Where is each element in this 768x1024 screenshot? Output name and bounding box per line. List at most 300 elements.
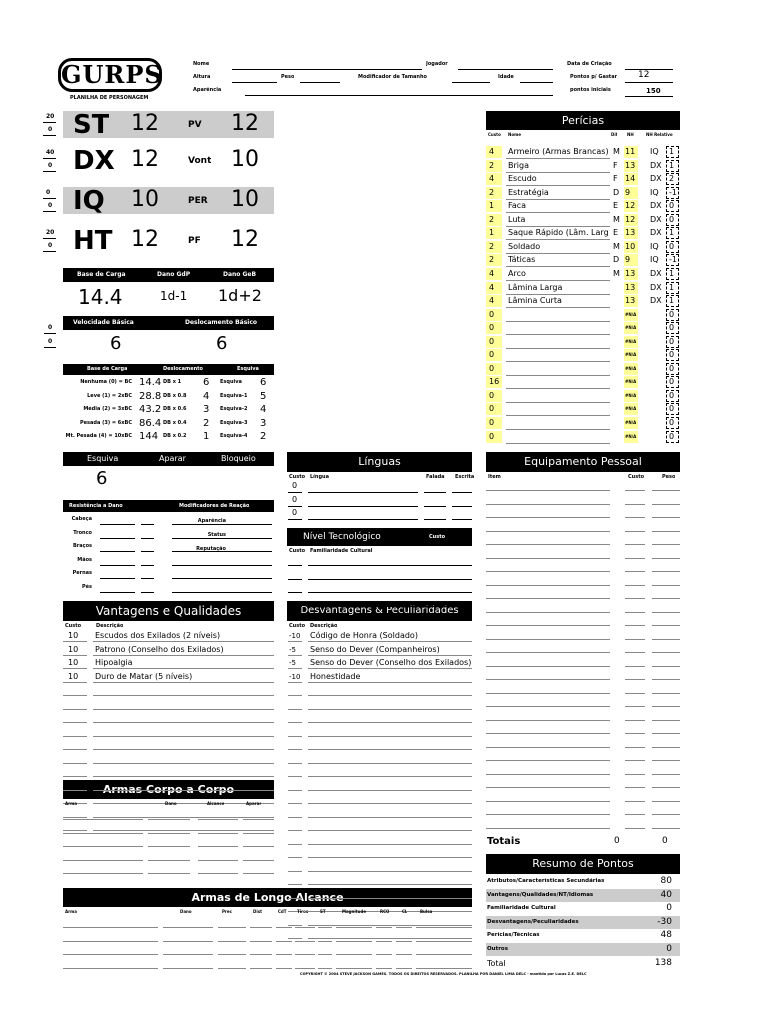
enc-esq: 6	[260, 377, 267, 388]
longo-field[interactable]	[318, 941, 332, 942]
per-nome[interactable]: Luta	[508, 214, 526, 224]
per-nome[interactable]: Soldado	[508, 241, 541, 251]
enc-esq-label: Esquiva-3	[220, 419, 248, 426]
equip-line[interactable]	[486, 679, 610, 680]
equip-line[interactable]	[486, 504, 610, 505]
longo-field[interactable]	[218, 954, 246, 955]
per-custo[interactable]: 2	[489, 160, 495, 170]
rd-field2[interactable]	[141, 578, 154, 579]
equip-line[interactable]	[486, 787, 610, 788]
longo-field[interactable]	[250, 968, 272, 969]
attr-cost[interactable]: 20	[46, 113, 55, 120]
equip-line[interactable]	[486, 612, 610, 613]
corpo-field[interactable]	[243, 846, 274, 847]
equip-peso-line[interactable]	[652, 760, 680, 761]
equip-line[interactable]	[486, 774, 610, 775]
corpo-field[interactable]	[63, 860, 143, 861]
longo-field[interactable]	[63, 941, 158, 942]
longo-field[interactable]	[250, 954, 272, 955]
equip-line[interactable]	[486, 490, 610, 491]
desv-line[interactable]	[308, 695, 472, 696]
equip-custo-line[interactable]	[625, 585, 645, 586]
per-dif: M	[613, 147, 620, 156]
equip-line[interactable]	[486, 760, 610, 761]
lingua-field[interactable]	[308, 506, 418, 507]
longo-field[interactable]	[376, 941, 392, 942]
per-custo[interactable]: 1	[489, 228, 495, 238]
equip-custo-line[interactable]	[625, 774, 645, 775]
vant-line[interactable]	[93, 655, 274, 656]
equip-line[interactable]	[486, 625, 610, 626]
longo-field[interactable]	[250, 927, 272, 928]
longo-field[interactable]	[416, 968, 472, 969]
desv-desc[interactable]: Senso do Dever (Conselho dos Exilados)	[310, 658, 472, 667]
equip-line[interactable]	[486, 598, 610, 599]
desv-line[interactable]	[308, 803, 472, 804]
lingua-falada[interactable]	[424, 519, 446, 520]
longo-field[interactable]	[250, 941, 272, 942]
longo-field[interactable]	[318, 927, 332, 928]
reac-line[interactable]	[172, 524, 272, 525]
corpo-field[interactable]	[243, 873, 274, 874]
equip-line[interactable]	[486, 693, 610, 694]
per-custo[interactable]: 16	[489, 377, 500, 387]
equip-custo-line[interactable]	[625, 639, 645, 640]
longo-field[interactable]	[276, 927, 292, 928]
equip-peso-line[interactable]	[652, 666, 680, 667]
per-custo[interactable]: 0	[489, 309, 495, 319]
vant-line[interactable]	[93, 641, 274, 642]
vant-line[interactable]	[93, 668, 274, 669]
desv-line[interactable]	[308, 857, 472, 858]
attr-value[interactable]: 12	[131, 227, 159, 252]
equip-custo-line[interactable]	[625, 490, 645, 491]
corpo-field[interactable]	[198, 833, 238, 834]
equip-custo-line[interactable]	[625, 625, 645, 626]
enc-esq: 5	[260, 390, 267, 402]
attr-cost[interactable]: 40	[46, 149, 55, 156]
desv-desc[interactable]: Código de Honra (Soldado)	[310, 631, 418, 640]
desv-line[interactable]	[308, 871, 472, 872]
per-custo[interactable]: 4	[489, 282, 495, 292]
corpo-field[interactable]	[198, 846, 238, 847]
equip-line[interactable]	[486, 639, 610, 640]
per-custo[interactable]: 0	[489, 323, 495, 333]
per-rel: 0	[669, 404, 675, 414]
equip-custo-line[interactable]	[625, 801, 645, 802]
equip-peso-line[interactable]	[652, 801, 680, 802]
rd-field[interactable]	[100, 592, 135, 593]
equip-peso-line[interactable]	[652, 612, 680, 613]
longo-field[interactable]	[396, 954, 412, 955]
lingua-falada[interactable]	[424, 492, 446, 493]
equip-line[interactable]	[486, 531, 610, 532]
attr-cost[interactable]: 20	[46, 229, 55, 236]
per-custo[interactable]: 2	[489, 255, 495, 265]
tl-field[interactable]	[308, 592, 472, 593]
vant-line[interactable]	[93, 776, 274, 777]
attr-cost[interactable]: 0	[46, 189, 51, 196]
pontos-gastar-value[interactable]: 12	[638, 70, 650, 80]
longo-field[interactable]	[218, 968, 246, 969]
equip-line[interactable]	[486, 733, 610, 734]
equip-custo-line[interactable]	[625, 504, 645, 505]
per-custo[interactable]: 0	[489, 390, 495, 400]
equip-peso-line[interactable]	[652, 652, 680, 653]
equip-line[interactable]	[486, 706, 610, 707]
desv-line[interactable]	[308, 844, 472, 845]
longo-field[interactable]	[336, 954, 372, 955]
desv-line[interactable]	[308, 641, 472, 642]
equip-peso-line[interactable]	[652, 814, 680, 815]
per-custo[interactable]: 4	[489, 174, 495, 184]
vant-line[interactable]	[93, 817, 274, 818]
lingua-escrita[interactable]	[452, 492, 472, 493]
per-custo[interactable]: 4	[489, 147, 495, 156]
per-custo[interactable]: 0	[489, 431, 495, 441]
corpo-field[interactable]	[243, 860, 274, 861]
sec-value[interactable]: 10	[231, 147, 259, 172]
equip-peso-line[interactable]	[652, 693, 680, 694]
rd-field[interactable]	[100, 578, 135, 579]
longo-field[interactable]	[376, 954, 392, 955]
rd-field2[interactable]	[141, 592, 154, 593]
longo-field[interactable]	[63, 954, 158, 955]
rd-field2[interactable]	[141, 538, 154, 539]
desv-line[interactable]	[308, 830, 472, 831]
pontos-iniciais-value[interactable]: 150	[646, 87, 661, 95]
equip-custo-line[interactable]	[625, 720, 645, 721]
equip-line[interactable]	[486, 517, 610, 518]
longo-field[interactable]	[416, 927, 472, 928]
equip-custo-line[interactable]	[625, 544, 645, 545]
corpo-field[interactable]	[148, 860, 190, 861]
field-altura[interactable]	[232, 82, 277, 83]
corpo-field[interactable]	[198, 819, 238, 820]
attr-mod[interactable]: 0	[48, 162, 53, 169]
equip-line[interactable]	[486, 558, 610, 559]
longo-field[interactable]	[336, 941, 372, 942]
equip-peso-line[interactable]	[652, 774, 680, 775]
corpo-h: Dano	[165, 801, 177, 806]
equip-custo-line[interactable]	[625, 760, 645, 761]
enc-esq-label: Esquiva-2	[220, 406, 248, 412]
reac-line[interactable]	[172, 578, 272, 579]
defesas-header: Esquiva Aparar Bloqueio	[63, 452, 274, 466]
equip-custo-line[interactable]	[625, 558, 645, 559]
desv-line[interactable]	[308, 763, 472, 764]
corpo-h: Arma	[65, 801, 77, 806]
desv-line[interactable]	[308, 776, 472, 777]
per-nh: 12	[625, 214, 636, 224]
equip-line[interactable]	[486, 544, 610, 545]
attr-value[interactable]: 12	[131, 147, 159, 172]
corpo-field[interactable]	[63, 846, 143, 847]
corpo-field[interactable]	[63, 819, 143, 820]
longo-field[interactable]	[396, 941, 412, 942]
desv-line[interactable]	[308, 736, 472, 737]
vant-line[interactable]	[93, 749, 274, 750]
corpo-field[interactable]	[148, 846, 190, 847]
desv-line[interactable]	[308, 911, 472, 912]
desv-line[interactable]	[308, 655, 472, 656]
equip-custo-line[interactable]	[625, 517, 645, 518]
longo-field[interactable]	[295, 968, 315, 969]
equip-custo-line[interactable]	[625, 598, 645, 599]
per-custo[interactable]: 4	[489, 296, 495, 306]
equip-peso-line[interactable]	[652, 544, 680, 545]
corpo-field[interactable]	[148, 873, 190, 874]
equip-custo-line[interactable]	[625, 706, 645, 707]
per-dif: F	[613, 174, 618, 184]
per-nome-line	[506, 280, 610, 281]
vant-desc[interactable]: Patrono (Conselho dos Exilados)	[95, 644, 224, 654]
corpo-field[interactable]	[63, 873, 143, 874]
per-custo[interactable]: 4	[489, 268, 495, 278]
attr-mod[interactable]: 0	[48, 202, 53, 209]
desv-line[interactable]	[308, 668, 472, 669]
lingua-falada[interactable]	[424, 506, 446, 507]
longo-field[interactable]	[295, 954, 315, 955]
equip-custo-line[interactable]	[625, 679, 645, 680]
longo-field[interactable]	[276, 954, 292, 955]
longo-field[interactable]	[295, 927, 315, 928]
longo-field[interactable]	[376, 927, 392, 928]
longo-field[interactable]	[218, 927, 246, 928]
longo-field[interactable]	[336, 968, 372, 969]
lingua-field[interactable]	[308, 492, 418, 493]
equip-line[interactable]	[486, 801, 610, 802]
reac-line[interactable]	[172, 565, 272, 566]
equip-line[interactable]	[486, 747, 610, 748]
per-custo[interactable]: 2	[489, 214, 495, 224]
field-peso[interactable]	[300, 82, 340, 83]
vant-line	[63, 749, 87, 750]
tl-field[interactable]	[308, 606, 472, 607]
equip-custo-line[interactable]	[625, 733, 645, 734]
per-custo[interactable]: 0	[489, 350, 495, 360]
desv-line[interactable]	[308, 722, 472, 723]
equip-peso-line[interactable]	[652, 558, 680, 559]
equip-line[interactable]	[486, 571, 610, 572]
equip-custo-line[interactable]	[625, 828, 645, 829]
attr-mod-line	[43, 135, 56, 136]
corpo-field[interactable]	[63, 833, 143, 834]
per-nome[interactable]: Briga	[508, 160, 529, 170]
equip-custo-line[interactable]	[625, 652, 645, 653]
per-custo[interactable]: 0	[489, 404, 495, 414]
longo-field[interactable]	[163, 954, 213, 955]
longo-field[interactable]	[318, 968, 332, 969]
per-nome[interactable]: Táticas	[508, 255, 536, 265]
equip-custo-line[interactable]	[625, 612, 645, 613]
equip-peso-line[interactable]	[652, 639, 680, 640]
field-idade[interactable]	[520, 82, 553, 83]
equip-custo-line[interactable]	[625, 787, 645, 788]
equip-peso-line[interactable]	[652, 733, 680, 734]
field-pontos-gastar	[625, 82, 673, 83]
corpo-field[interactable]	[148, 833, 190, 834]
desv-line[interactable]	[308, 790, 472, 791]
equip-peso-line[interactable]	[652, 490, 680, 491]
longo-field[interactable]	[163, 968, 213, 969]
vant-desc[interactable]: Hipoalgia	[95, 658, 133, 667]
equip-peso-line[interactable]	[652, 828, 680, 829]
corpo-field[interactable]	[198, 873, 238, 874]
desv-line[interactable]	[308, 817, 472, 818]
desv-line[interactable]	[308, 938, 472, 939]
vant-line[interactable]	[93, 722, 274, 723]
per-nome[interactable]: Lâmina Curta	[508, 296, 562, 306]
longo-field[interactable]	[295, 941, 315, 942]
rd-field[interactable]	[100, 538, 135, 539]
attr-mod[interactable]: 0	[48, 126, 53, 133]
enc-label: Média (2) = 3xBC	[83, 406, 132, 412]
vant-desc[interactable]: Escudos dos Exilados (2 níveis)	[95, 631, 221, 640]
longo-field[interactable]	[276, 968, 292, 969]
corpo-field[interactable]	[243, 819, 274, 820]
sec-value[interactable]: 10	[231, 187, 259, 212]
equip-custo-line[interactable]	[625, 693, 645, 694]
lingua-escrita[interactable]	[452, 519, 472, 520]
longo-field[interactable]	[276, 941, 292, 942]
corpo-field[interactable]	[148, 819, 190, 820]
longo-field[interactable]	[416, 941, 472, 942]
rd-field[interactable]	[100, 565, 135, 566]
enc-value: 144	[139, 431, 159, 442]
longo-field[interactable]	[376, 968, 392, 969]
attr-value[interactable]: 12	[131, 111, 159, 136]
longo-field[interactable]	[163, 941, 213, 942]
desv-line[interactable]	[308, 682, 472, 683]
per-custo[interactable]: 0	[489, 336, 495, 346]
rd-field2[interactable]	[141, 565, 154, 566]
tl-field[interactable]	[308, 565, 472, 566]
rd-field[interactable]	[100, 551, 135, 552]
sec-value[interactable]: 12	[231, 111, 259, 136]
per-attr: DX	[650, 160, 662, 170]
desv-line[interactable]	[308, 925, 472, 926]
attr-mod[interactable]: 0	[48, 242, 53, 249]
equip-custo-line[interactable]	[625, 747, 645, 748]
equip-peso-line[interactable]	[652, 571, 680, 572]
per-nome-line	[506, 226, 610, 227]
vant-line	[63, 790, 87, 791]
per-custo[interactable]: 1	[489, 201, 495, 211]
per-custo[interactable]: 2	[489, 241, 495, 251]
per-rel: 0	[669, 431, 675, 441]
field-aparencia[interactable]	[245, 95, 553, 96]
equip-peso-line[interactable]	[652, 787, 680, 788]
tl-field[interactable]	[308, 579, 472, 580]
lingua-field[interactable]	[308, 519, 418, 520]
equip-peso-line[interactable]	[652, 517, 680, 518]
longo-field[interactable]	[396, 968, 412, 969]
longo-field[interactable]	[336, 927, 372, 928]
rd-field[interactable]	[100, 524, 135, 525]
longo-field[interactable]	[63, 968, 158, 969]
equip-custo-line[interactable]	[625, 666, 645, 667]
esquiva-value[interactable]: 6	[96, 468, 108, 489]
field-jogador[interactable]	[458, 69, 553, 70]
per-nome[interactable]: Escudo	[508, 174, 537, 184]
vant-line[interactable]	[93, 736, 274, 737]
equip-line[interactable]	[486, 828, 610, 829]
longo-field[interactable]	[416, 954, 472, 955]
equip-custo-line[interactable]	[625, 531, 645, 532]
vant-line[interactable]	[93, 830, 274, 831]
desv-line[interactable]	[308, 749, 472, 750]
per-custo[interactable]: 0	[489, 363, 495, 373]
per-nome[interactable]: Arco	[508, 268, 526, 278]
equip-peso-line[interactable]	[652, 747, 680, 748]
rd-field2[interactable]	[141, 551, 154, 552]
vant-line[interactable]	[93, 763, 274, 764]
longo-field[interactable]	[163, 927, 213, 928]
vant-line[interactable]	[93, 790, 274, 791]
equip-line[interactable]	[486, 666, 610, 667]
equip-custo-line[interactable]	[625, 814, 645, 815]
equip-line[interactable]	[486, 585, 610, 586]
per-nome[interactable]: Faca	[508, 201, 527, 211]
field-nome[interactable]	[232, 69, 422, 70]
longo-field[interactable]	[318, 954, 332, 955]
desv-line	[288, 695, 302, 696]
desv-line[interactable]	[308, 898, 472, 899]
corpo-field[interactable]	[198, 860, 238, 861]
longo-field[interactable]	[63, 927, 158, 928]
equip-line[interactable]	[486, 720, 610, 721]
vant-desc[interactable]: Duro de Matar (5 níveis)	[95, 671, 193, 681]
equip-peso-line[interactable]	[652, 504, 680, 505]
equip-line[interactable]	[486, 814, 610, 815]
vant-line[interactable]	[93, 709, 274, 710]
per-nome[interactable]: Estratégia	[508, 187, 549, 197]
equip-peso-line[interactable]	[652, 585, 680, 586]
vant-line[interactable]	[93, 682, 274, 683]
vant-line[interactable]	[93, 695, 274, 696]
tl-line	[288, 565, 302, 566]
desv-desc[interactable]: Honestidade	[310, 671, 361, 681]
reac-line[interactable]	[172, 592, 272, 593]
per-custo[interactable]: 2	[489, 187, 495, 197]
per-nome[interactable]: Armeiro (Armas Brancas)	[508, 147, 609, 156]
attr-value[interactable]: 10	[131, 187, 159, 212]
per-nome[interactable]: Saque Rápido (Lâm. Larg	[508, 228, 609, 238]
rd-field2[interactable]	[141, 524, 154, 525]
desv-desc[interactable]: Senso do Dever (Companheiros)	[310, 644, 440, 654]
per-custo[interactable]: 0	[489, 418, 495, 427]
sec-name: PF	[188, 236, 201, 246]
equip-line[interactable]	[486, 652, 610, 653]
longo-field[interactable]	[218, 941, 246, 942]
corpo-field[interactable]	[243, 833, 274, 834]
longo-field[interactable]	[396, 927, 412, 928]
equip-peso-line[interactable]	[652, 679, 680, 680]
equip-peso-line[interactable]	[652, 531, 680, 532]
sec-value[interactable]: 12	[231, 227, 259, 252]
desv-line[interactable]	[308, 884, 472, 885]
equip-peso-line[interactable]	[652, 706, 680, 707]
field-modificador[interactable]	[452, 82, 490, 83]
equip-peso-line[interactable]	[652, 720, 680, 721]
lingua-escrita[interactable]	[452, 506, 472, 507]
desv-line[interactable]	[308, 709, 472, 710]
equip-peso-line[interactable]	[652, 625, 680, 626]
equip-peso-line[interactable]	[652, 598, 680, 599]
equip-custo-line[interactable]	[625, 571, 645, 572]
per-nome[interactable]: Lâmina Larga	[508, 282, 563, 292]
